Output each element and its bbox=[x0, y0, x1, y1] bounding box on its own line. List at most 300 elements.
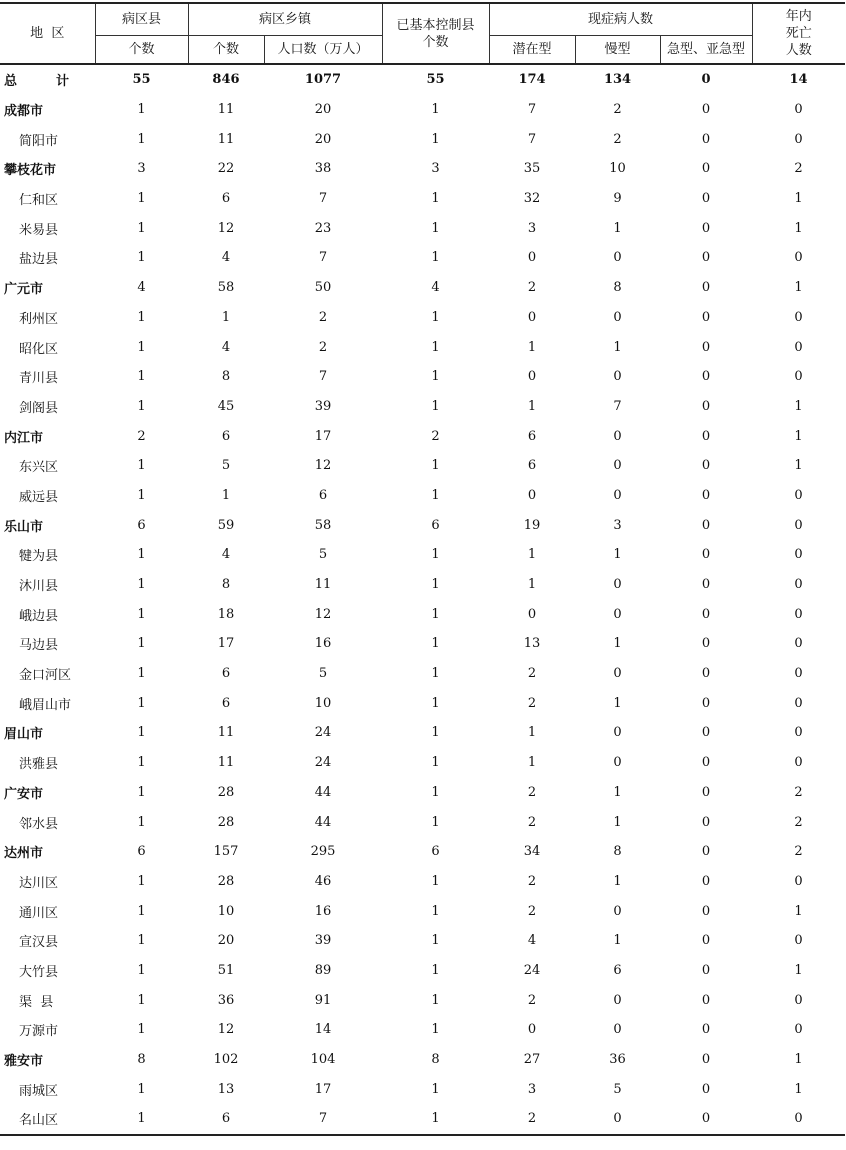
region-name-cell: 万源市 bbox=[19, 1024, 59, 1040]
town-count-cell: 11 bbox=[217, 102, 235, 118]
town-count-cell: 6 bbox=[221, 666, 231, 682]
latent-cell: 0 bbox=[527, 487, 537, 503]
latent-cell: 7 bbox=[527, 102, 537, 118]
population-cell: 11 bbox=[314, 577, 332, 593]
acute-cell: 0 bbox=[701, 1052, 711, 1068]
controlled-cell: 1 bbox=[431, 962, 440, 978]
town-count-cell: 6 bbox=[188, 1104, 264, 1135]
county-count-cell: 1 bbox=[137, 1022, 146, 1038]
chronic-cell: 0 bbox=[613, 487, 622, 503]
latent-cell: 34 bbox=[523, 844, 541, 860]
county-count-cell: 1 bbox=[137, 131, 146, 147]
acute-cell: 0 bbox=[701, 102, 711, 118]
deaths-cell: 1 bbox=[794, 962, 803, 978]
latent-cell: 32 bbox=[523, 191, 541, 207]
acute-cell: 0 bbox=[701, 339, 711, 355]
region-name-cell: 犍为县 bbox=[19, 549, 59, 565]
deaths-cell: 1 bbox=[794, 191, 803, 207]
header-region: 地 区 bbox=[30, 26, 65, 41]
county-row bbox=[0, 362, 845, 392]
county-count-cell: 2 bbox=[137, 428, 146, 444]
acute-cell: 0 bbox=[701, 161, 711, 177]
acute-cell: 0 bbox=[701, 784, 711, 800]
population-cell: 20 bbox=[314, 131, 332, 147]
county-count-cell: 1 bbox=[137, 250, 146, 266]
population-cell: 20 bbox=[314, 102, 332, 118]
deaths-cell: 2 bbox=[794, 784, 803, 800]
controlled-cell: 1 bbox=[431, 102, 440, 118]
county-row bbox=[0, 540, 845, 570]
acute-cell: 0 bbox=[701, 131, 711, 147]
controlled-cell: 1 bbox=[431, 903, 440, 919]
acute-cell: 0 bbox=[701, 933, 711, 949]
population-cell: 17 bbox=[314, 428, 332, 444]
header-controlled-label: 已基本控制县个数 bbox=[396, 17, 475, 50]
deaths-cell: 1 bbox=[794, 903, 803, 919]
header-controlled bbox=[382, 3, 489, 64]
region-name-cell: 达川区 bbox=[19, 875, 59, 891]
town-count-cell: 17 bbox=[217, 636, 235, 652]
controlled-cell: 4 bbox=[431, 280, 440, 296]
county-count-cell: 6 bbox=[137, 517, 146, 533]
town-count-cell: 11 bbox=[217, 755, 235, 771]
disease-statistics-table bbox=[0, 2, 845, 1136]
county-count-cell: 1 bbox=[137, 933, 146, 949]
latent-cell: 6 bbox=[527, 458, 537, 474]
chronic-cell: 0 bbox=[613, 725, 622, 741]
town-count-cell: 5 bbox=[221, 458, 231, 474]
header-county-group: 病区县 bbox=[95, 3, 188, 36]
deaths-cell: 14 bbox=[789, 72, 808, 88]
region-name-cell: 东兴区 bbox=[19, 460, 59, 476]
controlled-cell: 1 bbox=[431, 458, 440, 474]
county-count-cell: 1 bbox=[137, 1081, 146, 1097]
deaths-cell: 1 bbox=[794, 1052, 803, 1068]
county-row bbox=[0, 956, 845, 986]
population-cell: 91 bbox=[314, 992, 332, 1008]
latent-cell: 3 bbox=[527, 220, 537, 236]
chronic-cell: 0 bbox=[613, 458, 622, 474]
region-name-cell: 威远县 bbox=[19, 489, 59, 505]
county-row bbox=[0, 688, 845, 718]
latent-cell: 2 bbox=[489, 1104, 575, 1135]
chronic-cell: 0 bbox=[613, 755, 622, 771]
deaths-cell: 0 bbox=[794, 695, 803, 711]
latent-cell: 7 bbox=[527, 131, 537, 147]
region-name-cell: 简阳市 bbox=[19, 133, 59, 149]
population-cell: 44 bbox=[314, 814, 332, 830]
town-count-cell: 13 bbox=[217, 1081, 235, 1097]
region-name-cell: 剑阁县 bbox=[19, 400, 59, 416]
chronic-cell: 10 bbox=[609, 161, 626, 177]
county-count-cell: 1 bbox=[137, 903, 146, 919]
county-count-cell: 1 bbox=[137, 577, 146, 593]
acute-cell: 0 bbox=[701, 309, 711, 325]
county-row bbox=[0, 124, 845, 154]
region-name-cell: 渠 县 bbox=[19, 994, 54, 1010]
deaths-cell: 0 bbox=[752, 1104, 845, 1135]
town-count-cell: 1 bbox=[221, 309, 231, 325]
county-count-cell: 1 bbox=[137, 487, 146, 503]
population-cell: 2 bbox=[318, 339, 328, 355]
controlled-cell: 3 bbox=[431, 161, 440, 177]
latent-cell: 2 bbox=[527, 873, 537, 889]
header-deaths bbox=[752, 3, 845, 64]
acute-cell: 0 bbox=[701, 191, 711, 207]
chronic-cell: 1 bbox=[613, 339, 622, 355]
latent-cell: 3 bbox=[527, 1081, 537, 1097]
population-cell: 7 bbox=[264, 1104, 382, 1135]
region-name-cell: 内江市 bbox=[4, 430, 44, 446]
population-cell: 104 bbox=[310, 1052, 336, 1068]
chronic-cell: 8 bbox=[613, 280, 622, 296]
acute-cell: 0 bbox=[701, 458, 711, 474]
chronic-cell: 1 bbox=[613, 220, 622, 236]
town-count-cell: 18 bbox=[217, 606, 235, 622]
deaths-cell: 0 bbox=[794, 131, 803, 147]
acute-cell: 0 bbox=[701, 398, 711, 414]
acute-cell: 0 bbox=[701, 755, 711, 771]
latent-cell: 1 bbox=[527, 339, 537, 355]
chronic-cell: 6 bbox=[613, 962, 622, 978]
chronic-cell: 36 bbox=[609, 1052, 626, 1068]
controlled-cell: 1 bbox=[431, 933, 440, 949]
controlled-cell: 1 bbox=[431, 666, 440, 682]
county-count-cell: 1 bbox=[137, 102, 146, 118]
population-cell: 23 bbox=[314, 220, 332, 236]
county-row bbox=[0, 748, 845, 778]
header-patients-group: 现症病人数 bbox=[489, 3, 752, 36]
region-name-cell: 仁和区 bbox=[19, 193, 59, 209]
population-cell: 1077 bbox=[304, 72, 342, 88]
population-cell: 2 bbox=[318, 309, 328, 325]
town-count-cell: 846 bbox=[212, 72, 240, 88]
chronic-cell: 7 bbox=[613, 398, 622, 414]
region-name-cell: 金口河区 bbox=[19, 668, 72, 684]
region-name-cell: 总 计 bbox=[4, 74, 80, 90]
population-cell: 7 bbox=[318, 191, 328, 207]
acute-cell: 0 bbox=[701, 220, 711, 236]
controlled-cell: 1 bbox=[431, 814, 440, 830]
acute-cell: 0 bbox=[701, 1022, 711, 1038]
acute-cell: 0 bbox=[701, 636, 711, 652]
acute-cell: 0 bbox=[701, 814, 711, 830]
town-count-cell: 4 bbox=[221, 250, 231, 266]
county-row bbox=[0, 1074, 845, 1104]
controlled-cell: 1 bbox=[431, 873, 440, 889]
city-row bbox=[0, 154, 845, 184]
town-count-cell: 8 bbox=[221, 369, 231, 385]
deaths-cell: 1 bbox=[794, 280, 803, 296]
region-name-cell: 眉山市 bbox=[4, 727, 44, 743]
population-cell: 46 bbox=[314, 873, 332, 889]
latent-cell: 13 bbox=[523, 636, 541, 652]
controlled-cell: 1 bbox=[431, 220, 440, 236]
header-chronic: 慢型 bbox=[575, 36, 660, 65]
acute-cell: 0 bbox=[701, 606, 711, 622]
chronic-cell: 1 bbox=[613, 873, 622, 889]
town-count-cell: 28 bbox=[217, 814, 235, 830]
header-deaths-label: 年内死亡人数 bbox=[785, 9, 812, 58]
latent-cell: 35 bbox=[523, 161, 541, 177]
city-row bbox=[0, 95, 845, 125]
total-row bbox=[0, 64, 845, 95]
deaths-cell: 2 bbox=[794, 814, 803, 830]
chronic-cell: 8 bbox=[613, 844, 622, 860]
latent-cell: 0 bbox=[527, 369, 537, 385]
header-town-group: 病区乡镇 bbox=[188, 3, 382, 36]
header-latent: 潜在型 bbox=[489, 36, 575, 65]
header-acute: 急型、亚急型 bbox=[660, 36, 752, 65]
controlled-cell: 1 bbox=[431, 309, 440, 325]
county-row bbox=[0, 184, 845, 214]
county-row bbox=[0, 896, 845, 926]
latent-cell: 0 bbox=[527, 250, 537, 266]
controlled-cell: 55 bbox=[426, 72, 445, 88]
controlled-cell: 1 bbox=[431, 606, 440, 622]
town-count-cell: 11 bbox=[217, 725, 235, 741]
acute-cell: 0 bbox=[660, 1104, 752, 1135]
region-name-cell: 青川县 bbox=[19, 371, 59, 387]
region-name-cell: 盐边县 bbox=[19, 252, 59, 268]
population-cell: 58 bbox=[314, 517, 332, 533]
population-cell: 7 bbox=[318, 369, 328, 385]
controlled-cell: 1 bbox=[431, 784, 440, 800]
latent-cell: 0 bbox=[527, 1022, 537, 1038]
county-count-cell: 1 bbox=[137, 191, 146, 207]
controlled-cell: 1 bbox=[431, 398, 440, 414]
deaths-cell: 0 bbox=[794, 487, 803, 503]
controlled-cell: 1 bbox=[431, 755, 440, 771]
region-name-cell: 达州市 bbox=[4, 846, 44, 862]
chronic-cell: 0 bbox=[613, 1022, 622, 1038]
latent-cell: 1 bbox=[527, 577, 537, 593]
deaths-cell: 0 bbox=[794, 725, 803, 741]
population-cell: 10 bbox=[314, 695, 332, 711]
town-count-cell: 58 bbox=[217, 280, 235, 296]
latent-cell: 174 bbox=[518, 72, 546, 88]
latent-cell: 2 bbox=[527, 903, 537, 919]
region-name-cell: 沐川县 bbox=[19, 579, 59, 595]
latent-cell: 1 bbox=[527, 398, 537, 414]
controlled-cell: 1 bbox=[431, 339, 440, 355]
chronic-cell: 1 bbox=[613, 784, 622, 800]
town-count-cell: 28 bbox=[217, 873, 235, 889]
region-name-cell: 昭化区 bbox=[19, 341, 59, 357]
acute-cell: 0 bbox=[701, 577, 711, 593]
chronic-cell: 0 bbox=[613, 606, 622, 622]
region-name-cell: 广元市 bbox=[4, 282, 44, 298]
controlled-cell: 1 bbox=[431, 369, 440, 385]
controlled-cell: 8 bbox=[431, 1052, 440, 1068]
deaths-cell: 1 bbox=[794, 458, 803, 474]
county-row bbox=[0, 659, 845, 689]
acute-cell: 0 bbox=[701, 250, 711, 266]
county-count-cell: 1 bbox=[137, 220, 146, 236]
county-count-cell: 1 bbox=[137, 309, 146, 325]
controlled-cell: 1 bbox=[431, 191, 440, 207]
region-name-cell: 成都市 bbox=[4, 104, 44, 120]
population-cell: 12 bbox=[314, 458, 332, 474]
region-name-cell: 宣汉县 bbox=[19, 935, 59, 951]
acute-cell: 0 bbox=[701, 962, 711, 978]
city-row bbox=[0, 421, 845, 451]
population-cell: 17 bbox=[314, 1081, 332, 1097]
controlled-cell: 1 bbox=[431, 636, 440, 652]
county-count-cell: 1 bbox=[137, 606, 146, 622]
town-count-cell: 12 bbox=[217, 220, 235, 236]
chronic-cell: 1 bbox=[613, 933, 622, 949]
chronic-cell: 2 bbox=[613, 102, 622, 118]
latent-cell: 0 bbox=[527, 606, 537, 622]
controlled-cell: 1 bbox=[431, 577, 440, 593]
region-name-cell: 米易县 bbox=[19, 222, 59, 238]
latent-cell: 2 bbox=[527, 666, 537, 682]
town-count-cell: 6 bbox=[221, 428, 231, 444]
deaths-cell: 0 bbox=[794, 102, 803, 118]
county-row bbox=[0, 213, 845, 243]
town-count-cell: 4 bbox=[221, 339, 231, 355]
county-row bbox=[0, 807, 845, 837]
latent-cell: 2 bbox=[527, 814, 537, 830]
chronic-cell: 9 bbox=[613, 191, 622, 207]
county-count-cell: 8 bbox=[137, 1052, 146, 1068]
town-count-cell: 22 bbox=[217, 161, 235, 177]
deaths-cell: 0 bbox=[794, 339, 803, 355]
deaths-cell: 0 bbox=[794, 369, 803, 385]
chronic-cell: 2 bbox=[613, 131, 622, 147]
county-count-cell: 1 bbox=[137, 369, 146, 385]
county-row bbox=[0, 243, 845, 273]
city-row bbox=[0, 273, 845, 303]
county-count-cell: 55 bbox=[132, 72, 151, 88]
city-row bbox=[0, 1045, 845, 1075]
population-cell: 16 bbox=[314, 636, 332, 652]
controlled-cell: 1 bbox=[431, 250, 440, 266]
chronic-cell: 0 bbox=[613, 369, 622, 385]
town-count-cell: 28 bbox=[217, 784, 235, 800]
controlled-cell: 1 bbox=[431, 992, 440, 1008]
town-count-cell: 36 bbox=[217, 992, 235, 1008]
latent-cell: 2 bbox=[527, 784, 537, 800]
acute-cell: 0 bbox=[701, 903, 711, 919]
acute-cell: 0 bbox=[701, 428, 711, 444]
county-row bbox=[0, 926, 845, 956]
county-count-cell: 6 bbox=[137, 844, 146, 860]
latent-cell: 1 bbox=[527, 755, 537, 771]
town-count-cell: 20 bbox=[217, 933, 235, 949]
deaths-cell: 0 bbox=[794, 755, 803, 771]
town-count-cell: 8 bbox=[221, 577, 231, 593]
latent-cell: 2 bbox=[527, 695, 537, 711]
controlled-cell: 1 bbox=[431, 695, 440, 711]
chronic-cell: 1 bbox=[613, 636, 622, 652]
chronic-cell: 0 bbox=[613, 903, 622, 919]
controlled-cell: 1 bbox=[431, 547, 440, 563]
chronic-cell: 1 bbox=[613, 695, 622, 711]
population-cell: 89 bbox=[314, 962, 332, 978]
deaths-cell: 2 bbox=[794, 161, 803, 177]
county-row bbox=[0, 481, 845, 511]
county-count-cell: 4 bbox=[137, 280, 146, 296]
county-count-cell: 1 bbox=[95, 1104, 188, 1135]
deaths-cell: 0 bbox=[794, 992, 803, 1008]
county-count-cell: 1 bbox=[137, 458, 146, 474]
population-cell: 295 bbox=[310, 844, 336, 860]
latent-cell: 27 bbox=[523, 1052, 541, 1068]
chronic-cell: 134 bbox=[603, 72, 632, 88]
chronic-cell: 0 bbox=[613, 250, 622, 266]
controlled-cell: 2 bbox=[431, 428, 440, 444]
county-count-cell: 1 bbox=[137, 666, 146, 682]
town-count-cell: 59 bbox=[217, 517, 235, 533]
county-count-cell: 1 bbox=[137, 814, 146, 830]
controlled-cell: 1 bbox=[431, 131, 440, 147]
region-name-cell: 马边县 bbox=[19, 638, 59, 654]
county-row bbox=[0, 451, 845, 481]
header-county-count: 个数 bbox=[95, 36, 188, 65]
population-cell: 7 bbox=[318, 250, 328, 266]
county-row bbox=[0, 629, 845, 659]
deaths-cell: 1 bbox=[794, 428, 803, 444]
region-name-cell: 名山区 bbox=[0, 1104, 95, 1135]
acute-cell: 0 bbox=[701, 280, 711, 296]
region-name-cell: 乐山市 bbox=[4, 519, 44, 535]
county-row bbox=[0, 599, 845, 629]
region-name-cell: 大竹县 bbox=[19, 964, 59, 980]
county-count-cell: 1 bbox=[137, 992, 146, 1008]
population-cell: 50 bbox=[314, 280, 332, 296]
population-cell: 16 bbox=[314, 903, 332, 919]
county-count-cell: 1 bbox=[137, 398, 146, 414]
controlled-cell: 1 bbox=[431, 725, 440, 741]
acute-cell: 0 bbox=[701, 725, 711, 741]
deaths-cell: 0 bbox=[794, 250, 803, 266]
county-row bbox=[0, 392, 845, 422]
controlled-cell: 1 bbox=[431, 1081, 440, 1097]
deaths-cell: 0 bbox=[794, 666, 803, 682]
region-name-cell: 攀枝花市 bbox=[4, 163, 57, 179]
chronic-cell: 0 bbox=[613, 992, 622, 1008]
acute-cell: 0 bbox=[701, 1081, 711, 1097]
acute-cell: 0 bbox=[701, 873, 711, 889]
population-cell: 39 bbox=[314, 933, 332, 949]
county-count-cell: 1 bbox=[137, 547, 146, 563]
county-count-cell: 1 bbox=[137, 755, 146, 771]
county-row bbox=[0, 867, 845, 897]
population-cell: 24 bbox=[314, 725, 332, 741]
acute-cell: 0 bbox=[701, 487, 711, 503]
header-population: 人口数（万人） bbox=[264, 36, 382, 65]
county-count-cell: 1 bbox=[137, 873, 146, 889]
latent-cell: 4 bbox=[527, 933, 537, 949]
acute-cell: 0 bbox=[701, 369, 711, 385]
county-count-cell: 1 bbox=[137, 636, 146, 652]
population-cell: 38 bbox=[314, 161, 332, 177]
region-name-cell: 峨边县 bbox=[19, 608, 59, 624]
population-cell: 39 bbox=[314, 398, 332, 414]
header-town-count: 个数 bbox=[188, 36, 264, 65]
county-row bbox=[0, 985, 845, 1015]
county-row bbox=[0, 1104, 845, 1135]
chronic-cell: 0 bbox=[613, 577, 622, 593]
town-count-cell: 4 bbox=[221, 547, 231, 563]
acute-cell: 0 bbox=[701, 844, 711, 860]
latent-cell: 1 bbox=[527, 547, 537, 563]
deaths-cell: 2 bbox=[794, 844, 803, 860]
deaths-cell: 0 bbox=[794, 636, 803, 652]
county-row bbox=[0, 303, 845, 333]
